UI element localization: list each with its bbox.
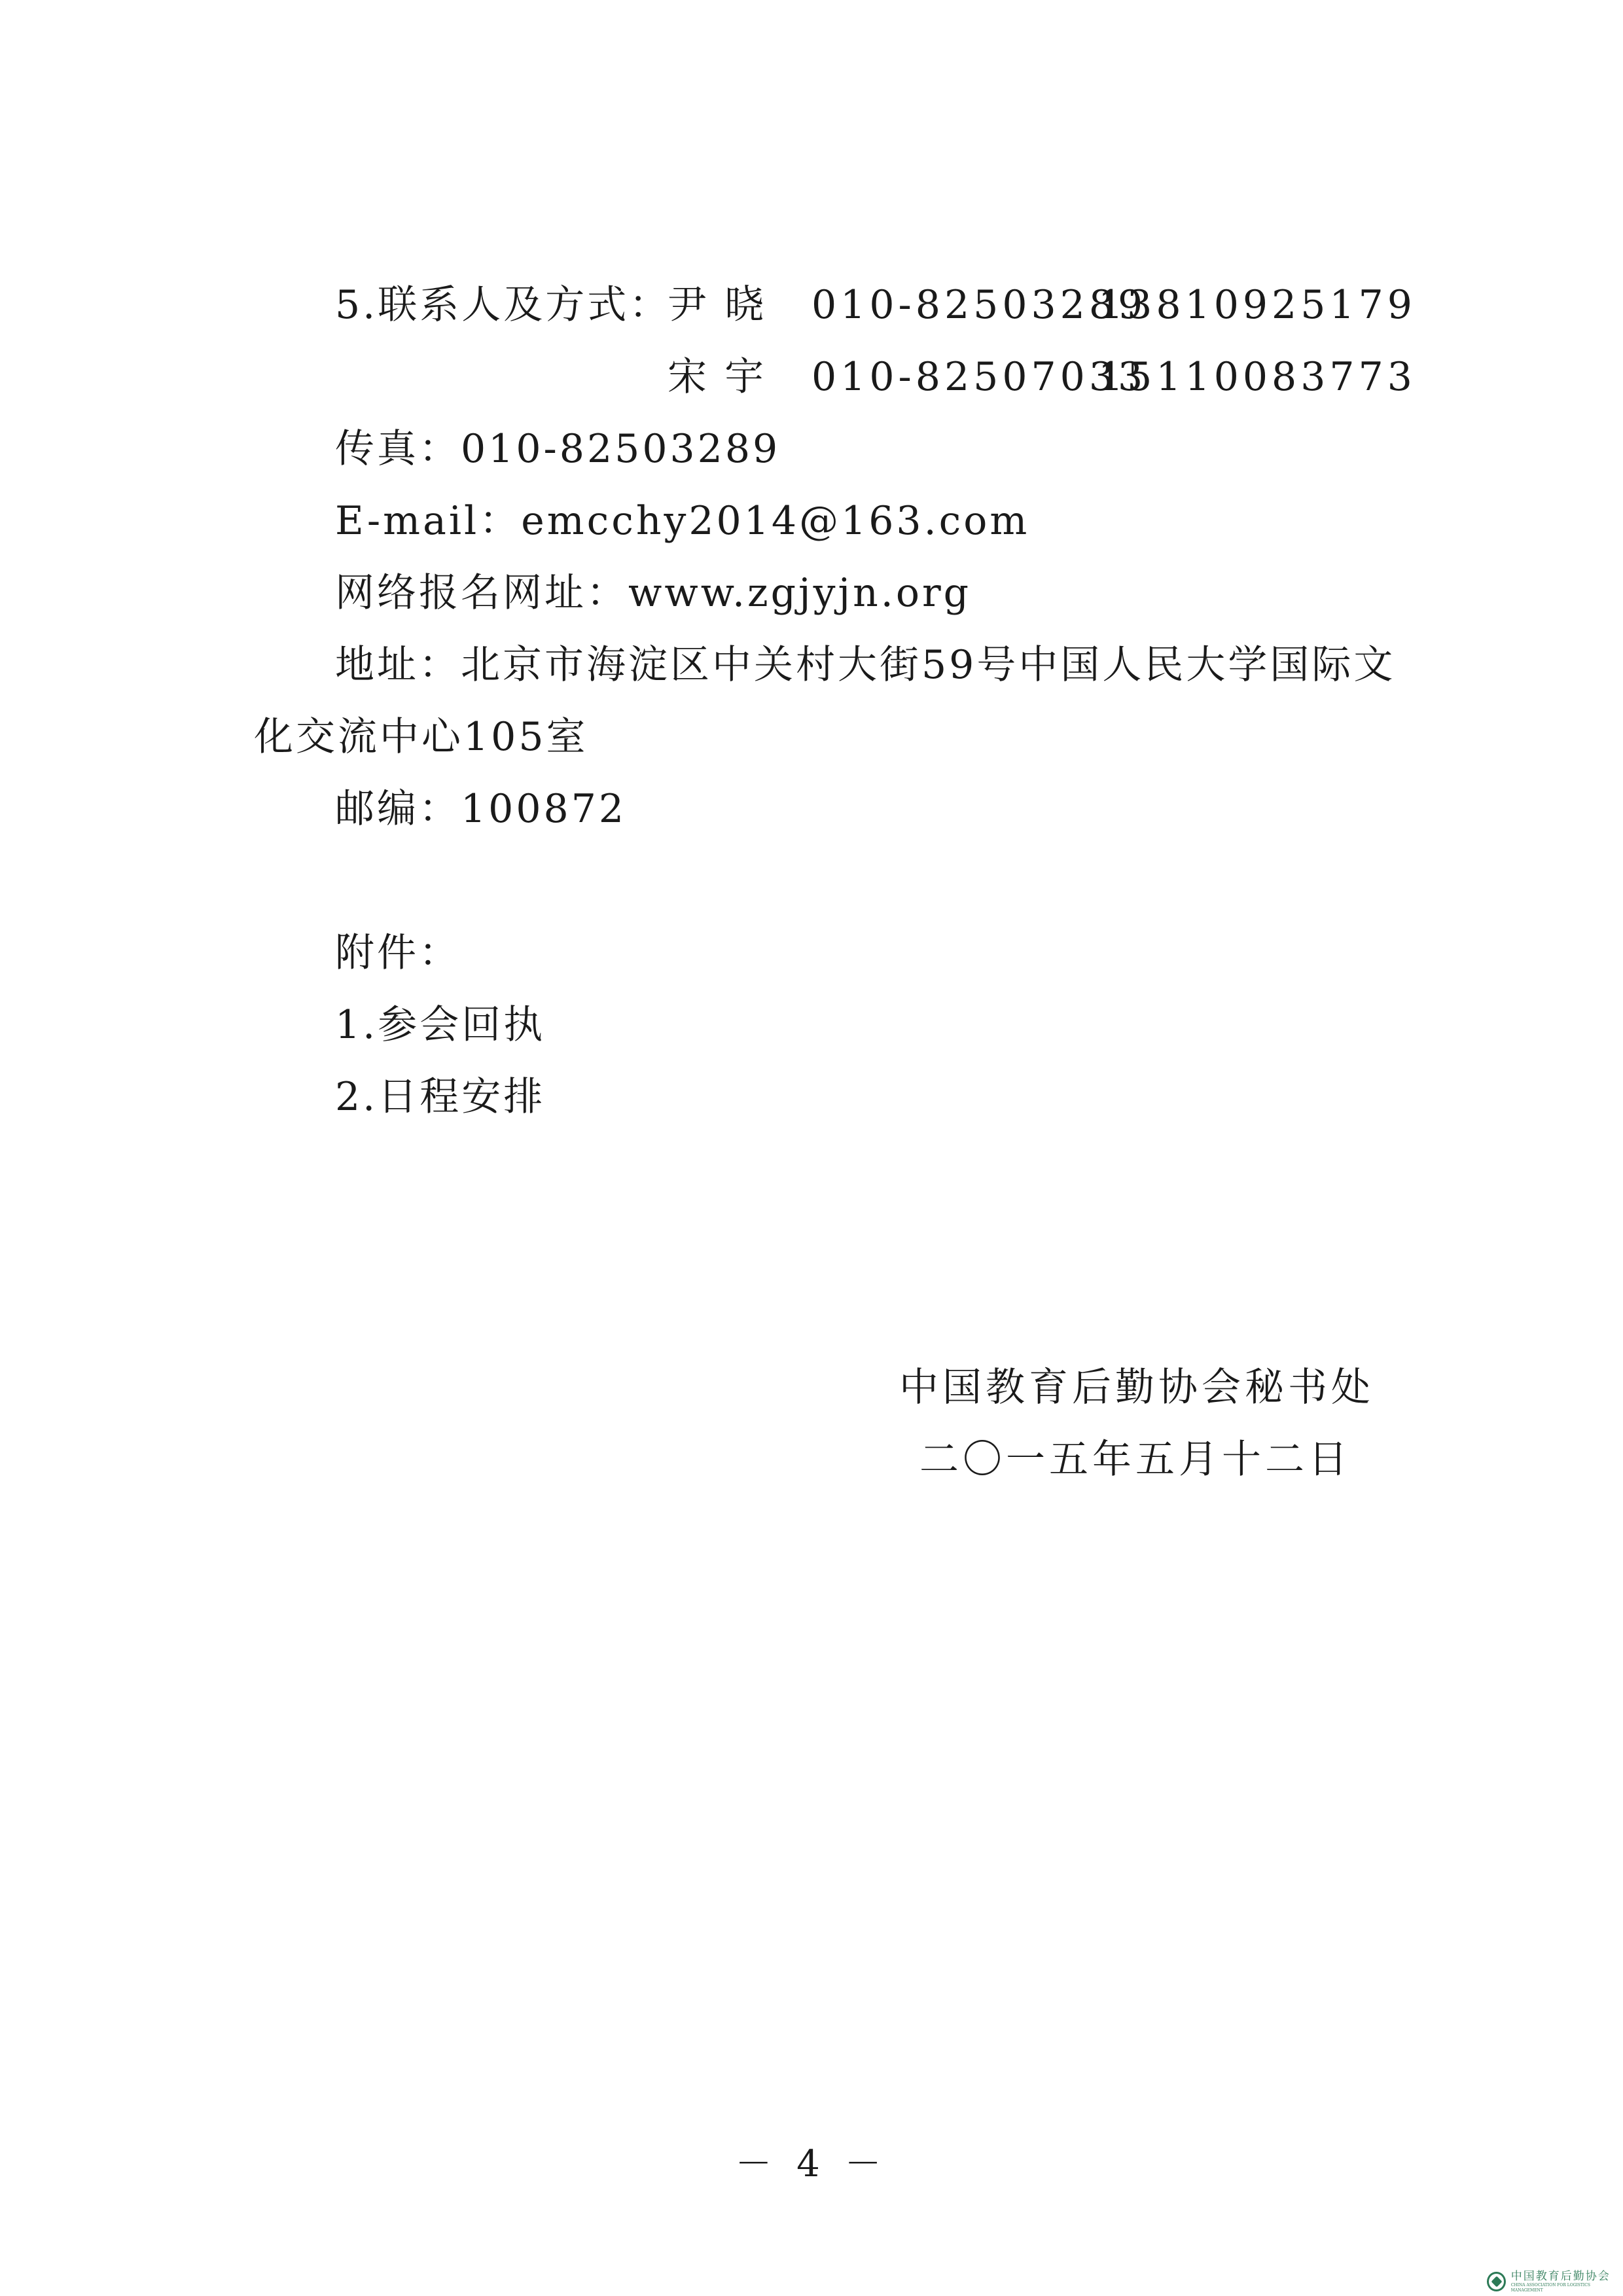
address-line-2: 化交流中心105室 <box>254 714 588 760</box>
address-line-1: 地址：北京市海淀区中关村大街59号中国人民大学国际文 <box>335 642 1396 688</box>
signature-org: 中国教育后勤协会秘书处 <box>899 1365 1374 1410</box>
association-logo-icon <box>1487 2272 1506 2291</box>
contact-name: 尹 晓 <box>668 282 767 328</box>
attachments-label: 附件： <box>335 930 461 976</box>
attachment-item: 1.参会回执 <box>335 1002 546 1048</box>
signature-date: 二〇一五年五月十二日 <box>919 1437 1351 1482</box>
website-line: 网络报名网址：www.zgjyjn.org <box>335 570 972 616</box>
logo-cn-text: 中国教育后勤协会 <box>1510 2269 1611 2283</box>
postcode-line: 邮编：100872 <box>335 786 627 832</box>
contact-mobile: 15110083773 <box>1098 354 1416 400</box>
logo-en-text: CHINA ASSOCIATION FOR LOGISTICS MANAGEMENT <box>1510 2282 1590 2293</box>
page-number: － 4 － <box>735 2143 888 2185</box>
contact-name: 宋 宇 <box>668 354 767 400</box>
contact-mobile: 13810925179 <box>1098 282 1416 328</box>
fax-line: 传真：010-82503289 <box>335 426 781 472</box>
email-line: E-mail：emcchy2014@163.com <box>335 498 1030 544</box>
contact-phone: 010-82503289 <box>812 282 1147 328</box>
contact-label: 5.联系人及方式： <box>335 282 671 328</box>
attachment-item: 2.日程安排 <box>335 1074 546 1120</box>
footer-logo <box>1487 2270 1618 2293</box>
contact-phone: 010-82507033 <box>812 354 1147 400</box>
